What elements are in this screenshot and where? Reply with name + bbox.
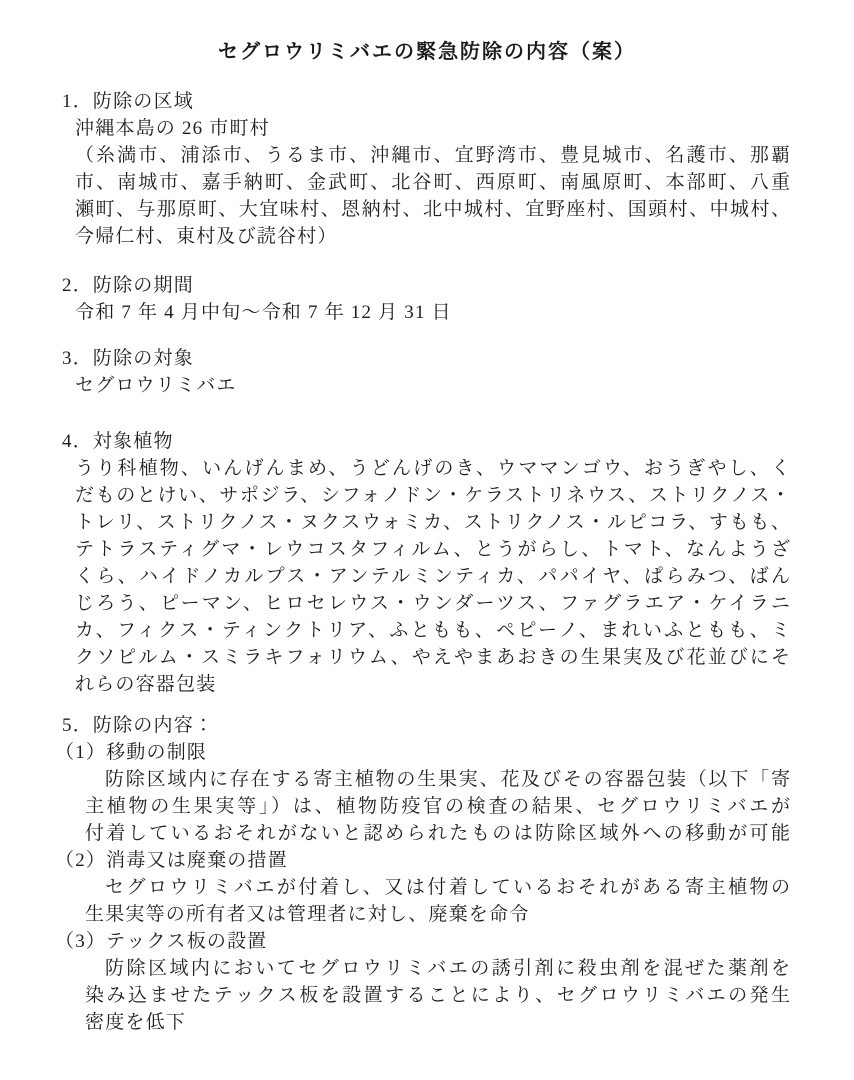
text-line: カ、フィクス・ティンクトリア、ふともも、ペピーノ、まれいふともも、ミ: [75, 620, 791, 641]
text-line: れらの容器包装: [75, 674, 217, 695]
text-line: 令和 7 年 4 月中旬～令和 7 年 12 月 31 日: [75, 302, 452, 323]
text-line: じろう、ピーマン、ヒロセレウス・ウンダーツス、ファグラエア・ケイラニ: [75, 593, 791, 614]
text-line: だものとけい、サポジラ、シフォノドン・ケラストリネウス、ストリクノス・: [75, 485, 791, 506]
text-line: 付着しているおそれがないと認められたものは防除区域外への移動が可能: [85, 823, 791, 844]
subsection-label: （2）消毒又は廃棄の措置: [55, 850, 288, 871]
text-line: クソピルム・スミラキフォリウム、やえやまあおきの生果実及び花並びにそ: [75, 647, 791, 668]
text-line: 防除区域内に存在する寄主植物の生果実、花及びその容器包装（以下「寄: [105, 769, 791, 790]
text-line: （糸満市、浦添市、うるま市、沖縄市、宜野湾市、豊見城市、名護市、那覇: [75, 145, 791, 166]
section-heading: 5．防除の内容：: [62, 715, 215, 736]
text-line: 瀬町、与那原町、大宜味村、恩納村、北中城村、宜野座村、国頭村、中城村、: [75, 199, 791, 220]
text-line: 今帰仁村、東村及び読谷村）: [75, 226, 338, 247]
text-line: 防除区域内においてセグロウリミバエの誘引剤に殺虫剤を混ぜた薬剤を: [105, 958, 791, 979]
text-line: 染み込ませたテックス板を設置することにより、セグロウリミバエの発生: [85, 985, 791, 1006]
subsection-label: （3）テックス板の設置: [55, 931, 268, 952]
text-line: 主植物の生果実等」）は、植物防疫官の検査の結果、セグロウリミバエが: [85, 796, 791, 817]
section-control-period: [0, 272, 854, 326]
text-line: セグロウリミバエ: [75, 375, 237, 396]
section-control-contents: [0, 712, 854, 1036]
section-target-plants: [0, 428, 854, 698]
text-line: テトラスティグマ・レウコスタフィルム、とうがらし、トマト、なんようざ: [75, 539, 791, 560]
section-heading: 1．防除の区域: [62, 91, 194, 112]
section-control-target: [0, 345, 854, 399]
text-line: セグロウリミバエが付着し、又は付着しているおそれがある寄主植物の: [105, 877, 791, 898]
subsection-movement-restriction: [0, 739, 854, 847]
text-line: うり科植物、いんげんまめ、うどんげのき、ウママンゴウ、おうぎやし、く: [75, 458, 791, 479]
text-line: 密度を低下: [85, 1012, 187, 1033]
subsection-tex-board-installation: [0, 928, 854, 1036]
text-line: 市、南城市、嘉手納町、金武町、北谷町、西原町、南風原町、本部町、八重: [75, 172, 791, 193]
document-title: セグロウリミバエの緊急防除の内容（案）: [218, 39, 636, 63]
subsection-disinfection-disposal: [0, 847, 854, 928]
subsection-label: （1）移動の制限: [55, 742, 208, 763]
section-heading: 2．防除の期間: [62, 275, 194, 296]
text-line: 沖縄本島の 26 市町村: [75, 118, 270, 139]
section-heading: 3．防除の対象: [62, 348, 194, 369]
text-line: くら、ハイドノカルプス・アンテルミンティカ、パパイヤ、ぱらみつ、ばん: [75, 566, 791, 587]
section-control-area: [0, 88, 854, 250]
text-line: トレリ、ストリクノス・ヌクスウォミカ、ストリクノス・ルピコラ、すもも、: [75, 512, 791, 533]
section-heading: 4．対象植物: [62, 431, 174, 452]
text-line: 生果実等の所有者又は管理者に対し、廃棄を命令: [85, 904, 530, 925]
